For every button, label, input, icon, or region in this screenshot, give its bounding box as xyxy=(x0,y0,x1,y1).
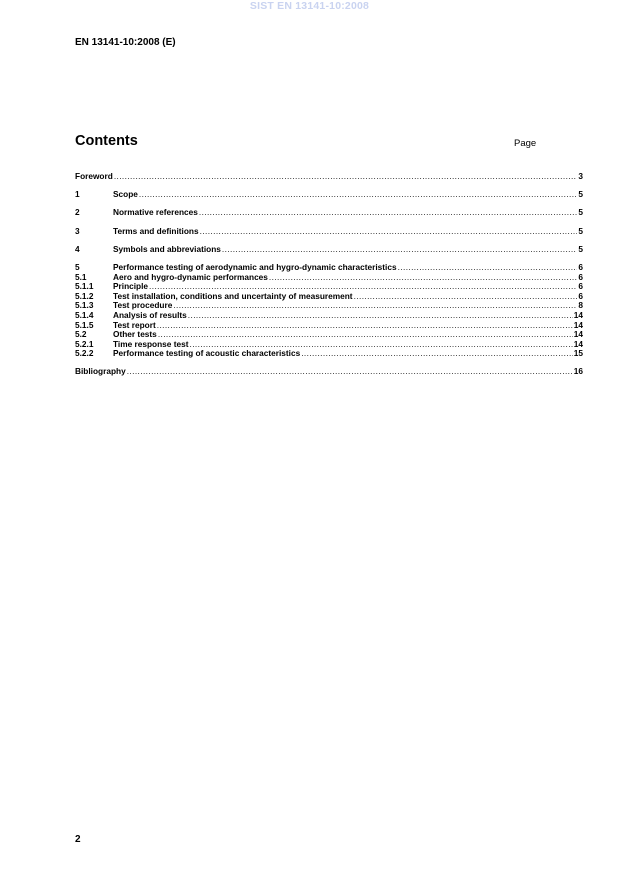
toc-entry-title: Analysis of results xyxy=(113,309,187,320)
toc-entry-title: Scope xyxy=(113,189,138,200)
toc-entry-title: Time response test xyxy=(113,338,189,349)
page-column-label: Page xyxy=(514,138,537,149)
toc-entry-title: Aero and hygro-dynamic performances xyxy=(113,271,268,282)
toc-entry-number: 5 xyxy=(75,261,80,272)
toc-entry-page: 8 xyxy=(578,300,583,311)
toc-entry-title: Test installation, conditions and uncertainty of measurement xyxy=(113,290,353,301)
toc-entry-page: 16 xyxy=(573,366,583,377)
toc-entry-page: 14 xyxy=(573,329,583,340)
toc-entry-number: 5.1.1 xyxy=(75,281,94,292)
toc-entry-title: Terms and definitions xyxy=(113,225,199,236)
toc-leader-dots xyxy=(127,367,573,377)
toc-entry-page: 6 xyxy=(578,290,583,301)
toc-entry-page: 5 xyxy=(578,189,583,200)
toc-entry-title: Normative references xyxy=(113,207,198,218)
toc-entry-page: 5 xyxy=(578,243,583,254)
toc-entry-number: 1 xyxy=(75,189,80,200)
toc-leader-dots xyxy=(354,292,578,302)
page-number: 2 xyxy=(75,834,81,845)
toc-entry-page: 15 xyxy=(573,348,583,359)
toc-leader-dots xyxy=(173,301,577,311)
toc-entry-page: 6 xyxy=(578,271,583,282)
toc-entry-title: Test report xyxy=(113,319,156,330)
toc-entry-title: Foreword xyxy=(75,171,113,181)
toc-entry-title: Performance testing of aerodynamic and hygro-dynamic characteristics xyxy=(113,261,397,272)
toc-leader-dots xyxy=(301,349,573,359)
toc-entry-title: Symbols and abbreviations xyxy=(113,243,221,254)
toc-entry-title: Bibliography xyxy=(75,366,126,377)
toc-entry[interactable] xyxy=(75,273,583,283)
toc-entry-number: 5.1.2 xyxy=(75,290,94,301)
toc-leader-dots xyxy=(139,190,577,200)
toc-leader-dots xyxy=(157,321,573,331)
toc-entry-number: 5.1.3 xyxy=(75,300,94,311)
toc-entry-number: 5.1.5 xyxy=(75,319,94,330)
toc-entry-page: 14 xyxy=(573,319,583,330)
toc-entry-page: 14 xyxy=(573,309,583,320)
toc-leader-dots xyxy=(398,263,578,273)
toc-entry-number: 2 xyxy=(75,207,80,218)
toc-entry-page: 6 xyxy=(578,261,583,272)
toc-leader-dots xyxy=(200,227,578,237)
toc-entry[interactable] xyxy=(75,349,583,359)
toc-leader-dots xyxy=(188,311,573,321)
toc-leader-dots xyxy=(158,330,573,340)
toc-entry-number: 5.2.1 xyxy=(75,338,94,349)
toc-entry-number: 4 xyxy=(75,243,80,254)
watermark: SIST EN 13141-10:2008 xyxy=(249,0,370,12)
toc-entry-title: Other tests xyxy=(113,329,157,340)
toc-entry-title: Performance testing of acoustic characteristics xyxy=(113,348,301,359)
toc-leader-dots xyxy=(114,172,578,182)
toc-entry[interactable] xyxy=(75,367,583,377)
toc-entry[interactable] xyxy=(75,190,583,200)
contents-heading: Contents xyxy=(75,133,138,149)
toc-entry-page: 14 xyxy=(573,338,583,349)
toc-entry-page: 6 xyxy=(578,281,583,292)
toc-entry-number: 5.1.4 xyxy=(75,309,94,320)
toc-entry[interactable] xyxy=(75,172,583,182)
document-id: EN 13141-10:2008 (E) xyxy=(75,37,176,48)
toc-entry-title: Principle xyxy=(113,281,149,292)
toc-entry-number: 5.2.2 xyxy=(75,348,94,359)
toc-entry-page: 3 xyxy=(578,171,583,181)
toc-leader-dots xyxy=(269,273,577,283)
toc-entry-page: 5 xyxy=(578,225,583,236)
toc-entry[interactable] xyxy=(75,245,583,255)
toc-entry[interactable] xyxy=(75,208,583,218)
toc-entry-number: 3 xyxy=(75,225,80,236)
toc-leader-dots xyxy=(199,208,578,218)
toc-entry[interactable] xyxy=(75,227,583,237)
toc-entry-number: 5.2 xyxy=(75,329,87,340)
table-of-contents xyxy=(75,172,583,377)
toc-entry-title: Test procedure xyxy=(113,300,173,311)
toc-entry-number: 5.1 xyxy=(75,271,87,282)
toc-leader-dots xyxy=(222,245,577,255)
toc-entry-page: 5 xyxy=(578,207,583,218)
